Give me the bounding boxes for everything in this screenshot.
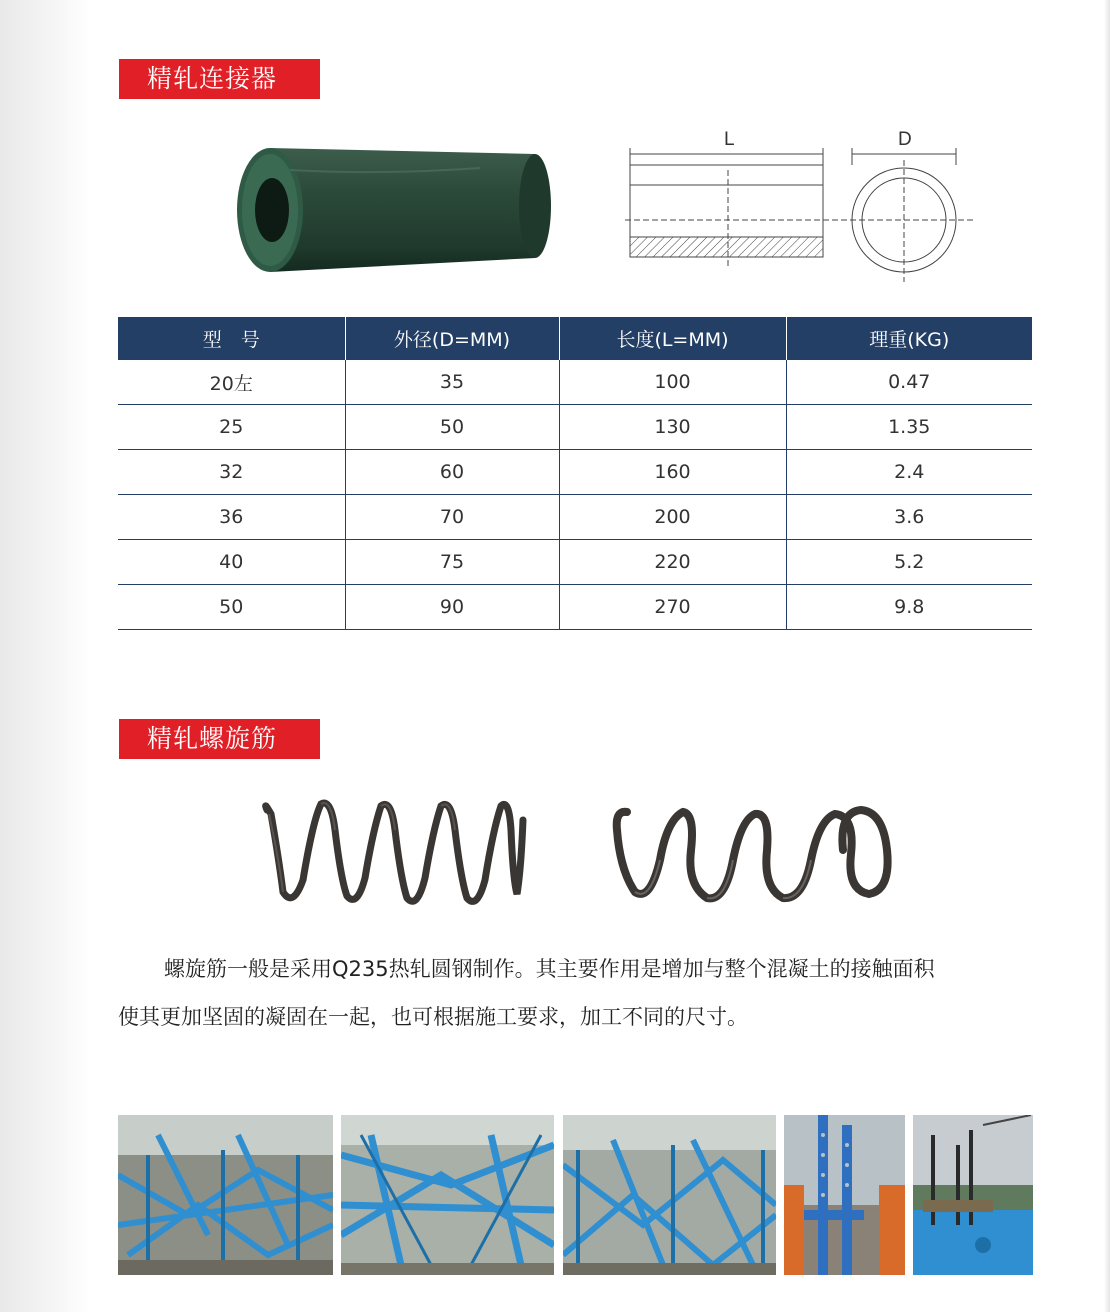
construction-photo-5 (913, 1115, 1033, 1275)
cell-weight: 9.8 (786, 585, 1032, 630)
table-row (118, 495, 1032, 540)
construction-photo-4 (784, 1115, 905, 1275)
construction-photo-3 (563, 1115, 776, 1275)
header-weight: 理重(KG) (786, 317, 1032, 360)
cell-diameter: 50 (345, 405, 559, 450)
cell-model: 40 (118, 540, 345, 585)
cell-length: 130 (559, 405, 786, 450)
cell-weight: 2.4 (786, 450, 1032, 495)
table-row (118, 405, 1032, 450)
cell-model: 32 (118, 450, 345, 495)
cell-model: 20左 (118, 360, 345, 405)
cell-weight: 5.2 (786, 540, 1032, 585)
spec-table (118, 317, 1032, 630)
cell-length: 200 (559, 495, 786, 540)
cell-model: 50 (118, 585, 345, 630)
cell-length: 160 (559, 450, 786, 495)
construction-photo-2 (341, 1115, 554, 1275)
cell-length: 270 (559, 585, 786, 630)
page-left-shade (0, 0, 90, 1312)
cell-diameter: 35 (345, 360, 559, 405)
diagram-length-label: L (724, 129, 735, 150)
connector-photo (230, 140, 560, 280)
section-title-connector: 精轧连接器 (119, 59, 320, 99)
description-line-1: 螺旋筋一般是采用Q235热轧圆钢制作。其主要作用是增加与整个混凝土的接触面积 (164, 957, 935, 981)
table-header-row (118, 317, 1032, 360)
table-row (118, 450, 1032, 495)
cell-model: 36 (118, 495, 345, 540)
spiral-rebar-photo (255, 790, 905, 920)
cell-length: 100 (559, 360, 786, 405)
table-row (118, 585, 1032, 630)
cell-diameter: 60 (345, 450, 559, 495)
header-length: 长度(L=MM) (559, 317, 786, 360)
table-row (118, 540, 1032, 585)
cell-model: 25 (118, 405, 345, 450)
cell-weight: 1.35 (786, 405, 1032, 450)
cell-weight: 0.47 (786, 360, 1032, 405)
header-model: 型 号 (118, 317, 345, 360)
cell-diameter: 75 (345, 540, 559, 585)
page-right-edge (1104, 0, 1110, 1312)
cell-diameter: 90 (345, 585, 559, 630)
construction-photo-1 (118, 1115, 333, 1275)
cell-length: 220 (559, 540, 786, 585)
header-outer-diameter: 外径(D=MM) (345, 317, 559, 360)
connector-diagram (620, 120, 980, 290)
table-row (118, 360, 1032, 405)
description-line-2: 使其更加坚固的凝固在一起，也可根据施工要求，加工不同的尺寸。 (118, 1005, 748, 1029)
cell-weight: 3.6 (786, 495, 1032, 540)
description (118, 945, 1038, 1041)
section-title-spiral: 精轧螺旋筋 (119, 719, 320, 759)
diagram-diameter-label: D (898, 129, 912, 150)
cell-diameter: 70 (345, 495, 559, 540)
